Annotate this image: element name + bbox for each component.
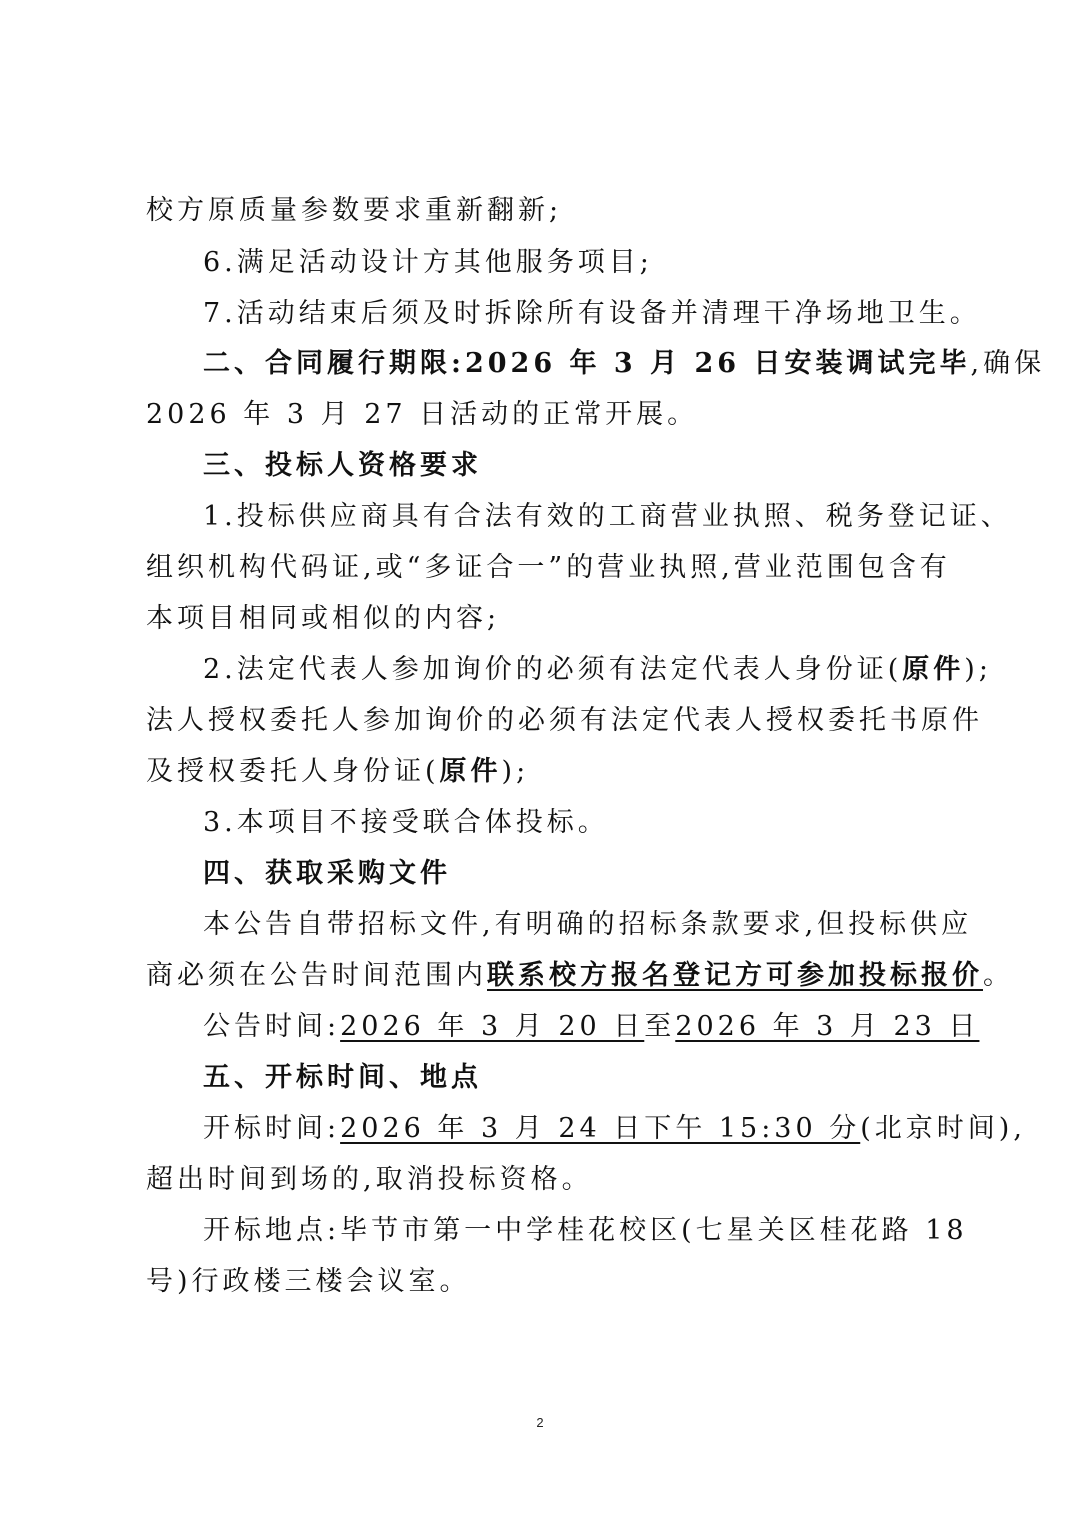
text-line-8: 组织机构代码证,或“多证合一”的营业执照,营业范围包含有	[146, 552, 951, 583]
text-line-15: 本公告自带招标文件,有明确的招标条款要求,但投标供应	[203, 909, 973, 940]
announcement-period: 公告时间:2026 年 3 月 20 日至2026 年 3 月 23 日	[203, 1011, 980, 1042]
section-heading-3: 三、投标人资格要求	[203, 450, 482, 481]
section-heading-4: 四、获取采购文件	[203, 858, 451, 889]
page-number: 2	[536, 1415, 544, 1430]
text-line-20: 超出时间到场的,取消投标资格。	[146, 1164, 593, 1195]
opening-location: 开标地点:毕节市第一中学桂花校区(七星关区桂花路 18	[203, 1215, 968, 1246]
list-item-6: 6.满足活动设计方其他服务项目;	[203, 247, 653, 278]
list-item-1: 1.投标供应商具有合法有效的工商营业执照、税务登记证、	[203, 501, 1012, 532]
text-line-16: 商必须在公告时间范围内联系校方报名登记方可参加投标报价。	[146, 960, 1014, 991]
opening-time: 开标时间:2026 年 3 月 24 日下午 15:30 分(北京时间),	[203, 1113, 1026, 1144]
text-line-1: 校方原质量参数要求重新翻新;	[146, 195, 563, 226]
text-line-5: 2026 年 3 月 27 日活动的正常开展。	[146, 399, 699, 430]
text-line-9: 本项目相同或相似的内容;	[146, 603, 501, 634]
list-item-7: 7.活动结束后须及时拆除所有设备并清理干净场地卫生。	[203, 298, 981, 329]
text-line-11: 法人授权委托人参加询价的必须有法定代表人授权委托书原件	[146, 705, 983, 736]
section-heading-5: 五、开标时间、地点	[203, 1062, 482, 1093]
text-line-12: 及授权委托人身份证(原件);	[146, 756, 530, 787]
list-item-2: 2.法定代表人参加询价的必须有法定代表人身份证(原件);	[203, 654, 992, 685]
text-line-22: 号)行政楼三楼会议室。	[146, 1266, 471, 1297]
section-heading-2: 二、合同履行期限:2026 年 3 月 26 日安装调试完毕,确保	[203, 348, 1046, 379]
list-item-3: 3.本项目不接受联合体投标。	[203, 807, 609, 838]
